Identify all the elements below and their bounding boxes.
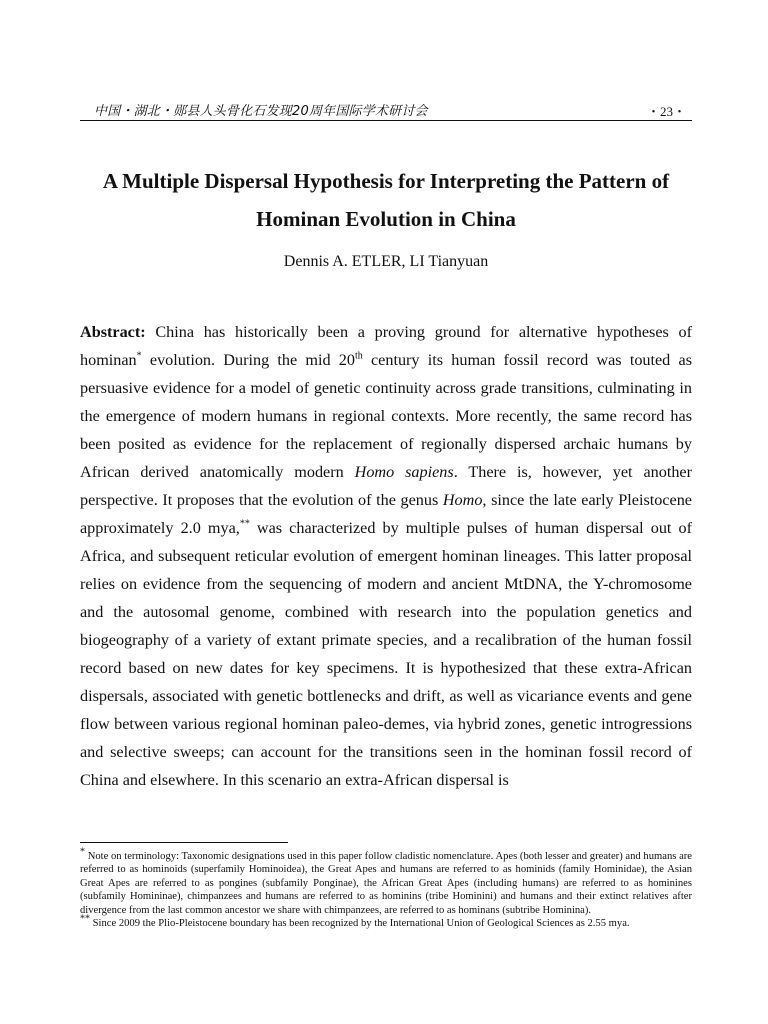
authors: Dennis A. ETLER, LI Tianyuan (283, 253, 489, 270)
genus-name: Homo, (442, 491, 487, 509)
abstract-text: since the late early Pleistocene approximately 2.0 mya, (80, 491, 692, 537)
species-name: Homo sapiens (354, 463, 454, 481)
abstract-text: century its human fossil record was touted as persuasive evidence for a model of genetic continuity across grade transitions, culminating in the emergence of modern humans in regional contexts. More recently, the same record has been posited as evidence for the replacement of regionally dispersed archaic humans by African derived anatomically modern (80, 351, 692, 481)
ordinal-suffix: th (354, 350, 363, 362)
paper-title (80, 162, 692, 238)
footnote-mark: ** (239, 518, 250, 530)
footnote-text: Since 2009 the Plio-Pleistocene boundary has been recognized by the International Union of Geological Sciences as 2.55 mya. (90, 918, 630, 930)
abstract (80, 318, 692, 794)
page-number: ・23・ (646, 104, 686, 119)
footnote-2 (80, 913, 692, 930)
abstract-label: Abstract: (80, 323, 146, 341)
conference-name: 中国・湖北・郧县人头骨化石发现20周年国际学术研讨会 (94, 104, 428, 119)
footnote-text: Note on terminology: Taxonomic designations used in this paper follow cladistic nomenclature. Apes (both lesser and greater) and humans are referred to as hominoids (superfamily Hominoidea), the Great Apes and humans are referred to as hominids (family Hominidae), the Asian Great Apes are referred to as pongines (subfamily Ponginae), the African Great Apes (including humans) are referred to as hominines (subfamily Homininae), chimpanzees and humans are referred to as hominins (tribe Hominini) and humans and their extinct relatives after divergence from the last common ancestor we share with chimpanzees, are referred to as hominans (subtribe Hominina). (80, 851, 692, 916)
abstract-text: China has historically been a proving ground for alternative hypotheses of hominan (80, 323, 692, 369)
title-line-1: A Multiple Dispersal Hypothesis for Interpreting the Pattern of (102, 169, 670, 193)
footnote-1 (80, 846, 692, 917)
running-header (80, 98, 692, 121)
abstract-text: was characterized by multiple pulses of human dispersal out of Africa, and subsequent reticular evolution of emergent hominan lineages. This latter proposal relies on evidence from the sequencing of modern and ancient MtDNA, the Y-chromosome and the autosomal genome, combined with research into the population genetics and biogeography of a variety of extant primate species, and a recalibration of the human fossil record based on new dates for key specimens. It is hypothesized that these extra-African dispersals, associated with genetic bottlenecks and drift, as well as vicariance events and gene flow between various regional hominan paleo-demes, via hybrid zones, genetic introgressions and selective sweeps; can account for the transitions seen in the hominan fossil record of China and elsewhere. In this scenario an extra-African dispersal is (80, 519, 692, 789)
title-line-2: Hominan Evolution in China (256, 207, 516, 231)
abstract-text: . There is, however, yet another perspective. It proposes that the evolution of the genus (80, 463, 692, 509)
footnote-mark: * (136, 350, 142, 362)
footnote-mark: * (80, 846, 85, 858)
abstract-text: evolution. During the mid 20 (141, 351, 355, 369)
footnote-divider (80, 842, 288, 843)
footnotes (80, 846, 692, 930)
footnote-mark: ** (80, 913, 90, 925)
